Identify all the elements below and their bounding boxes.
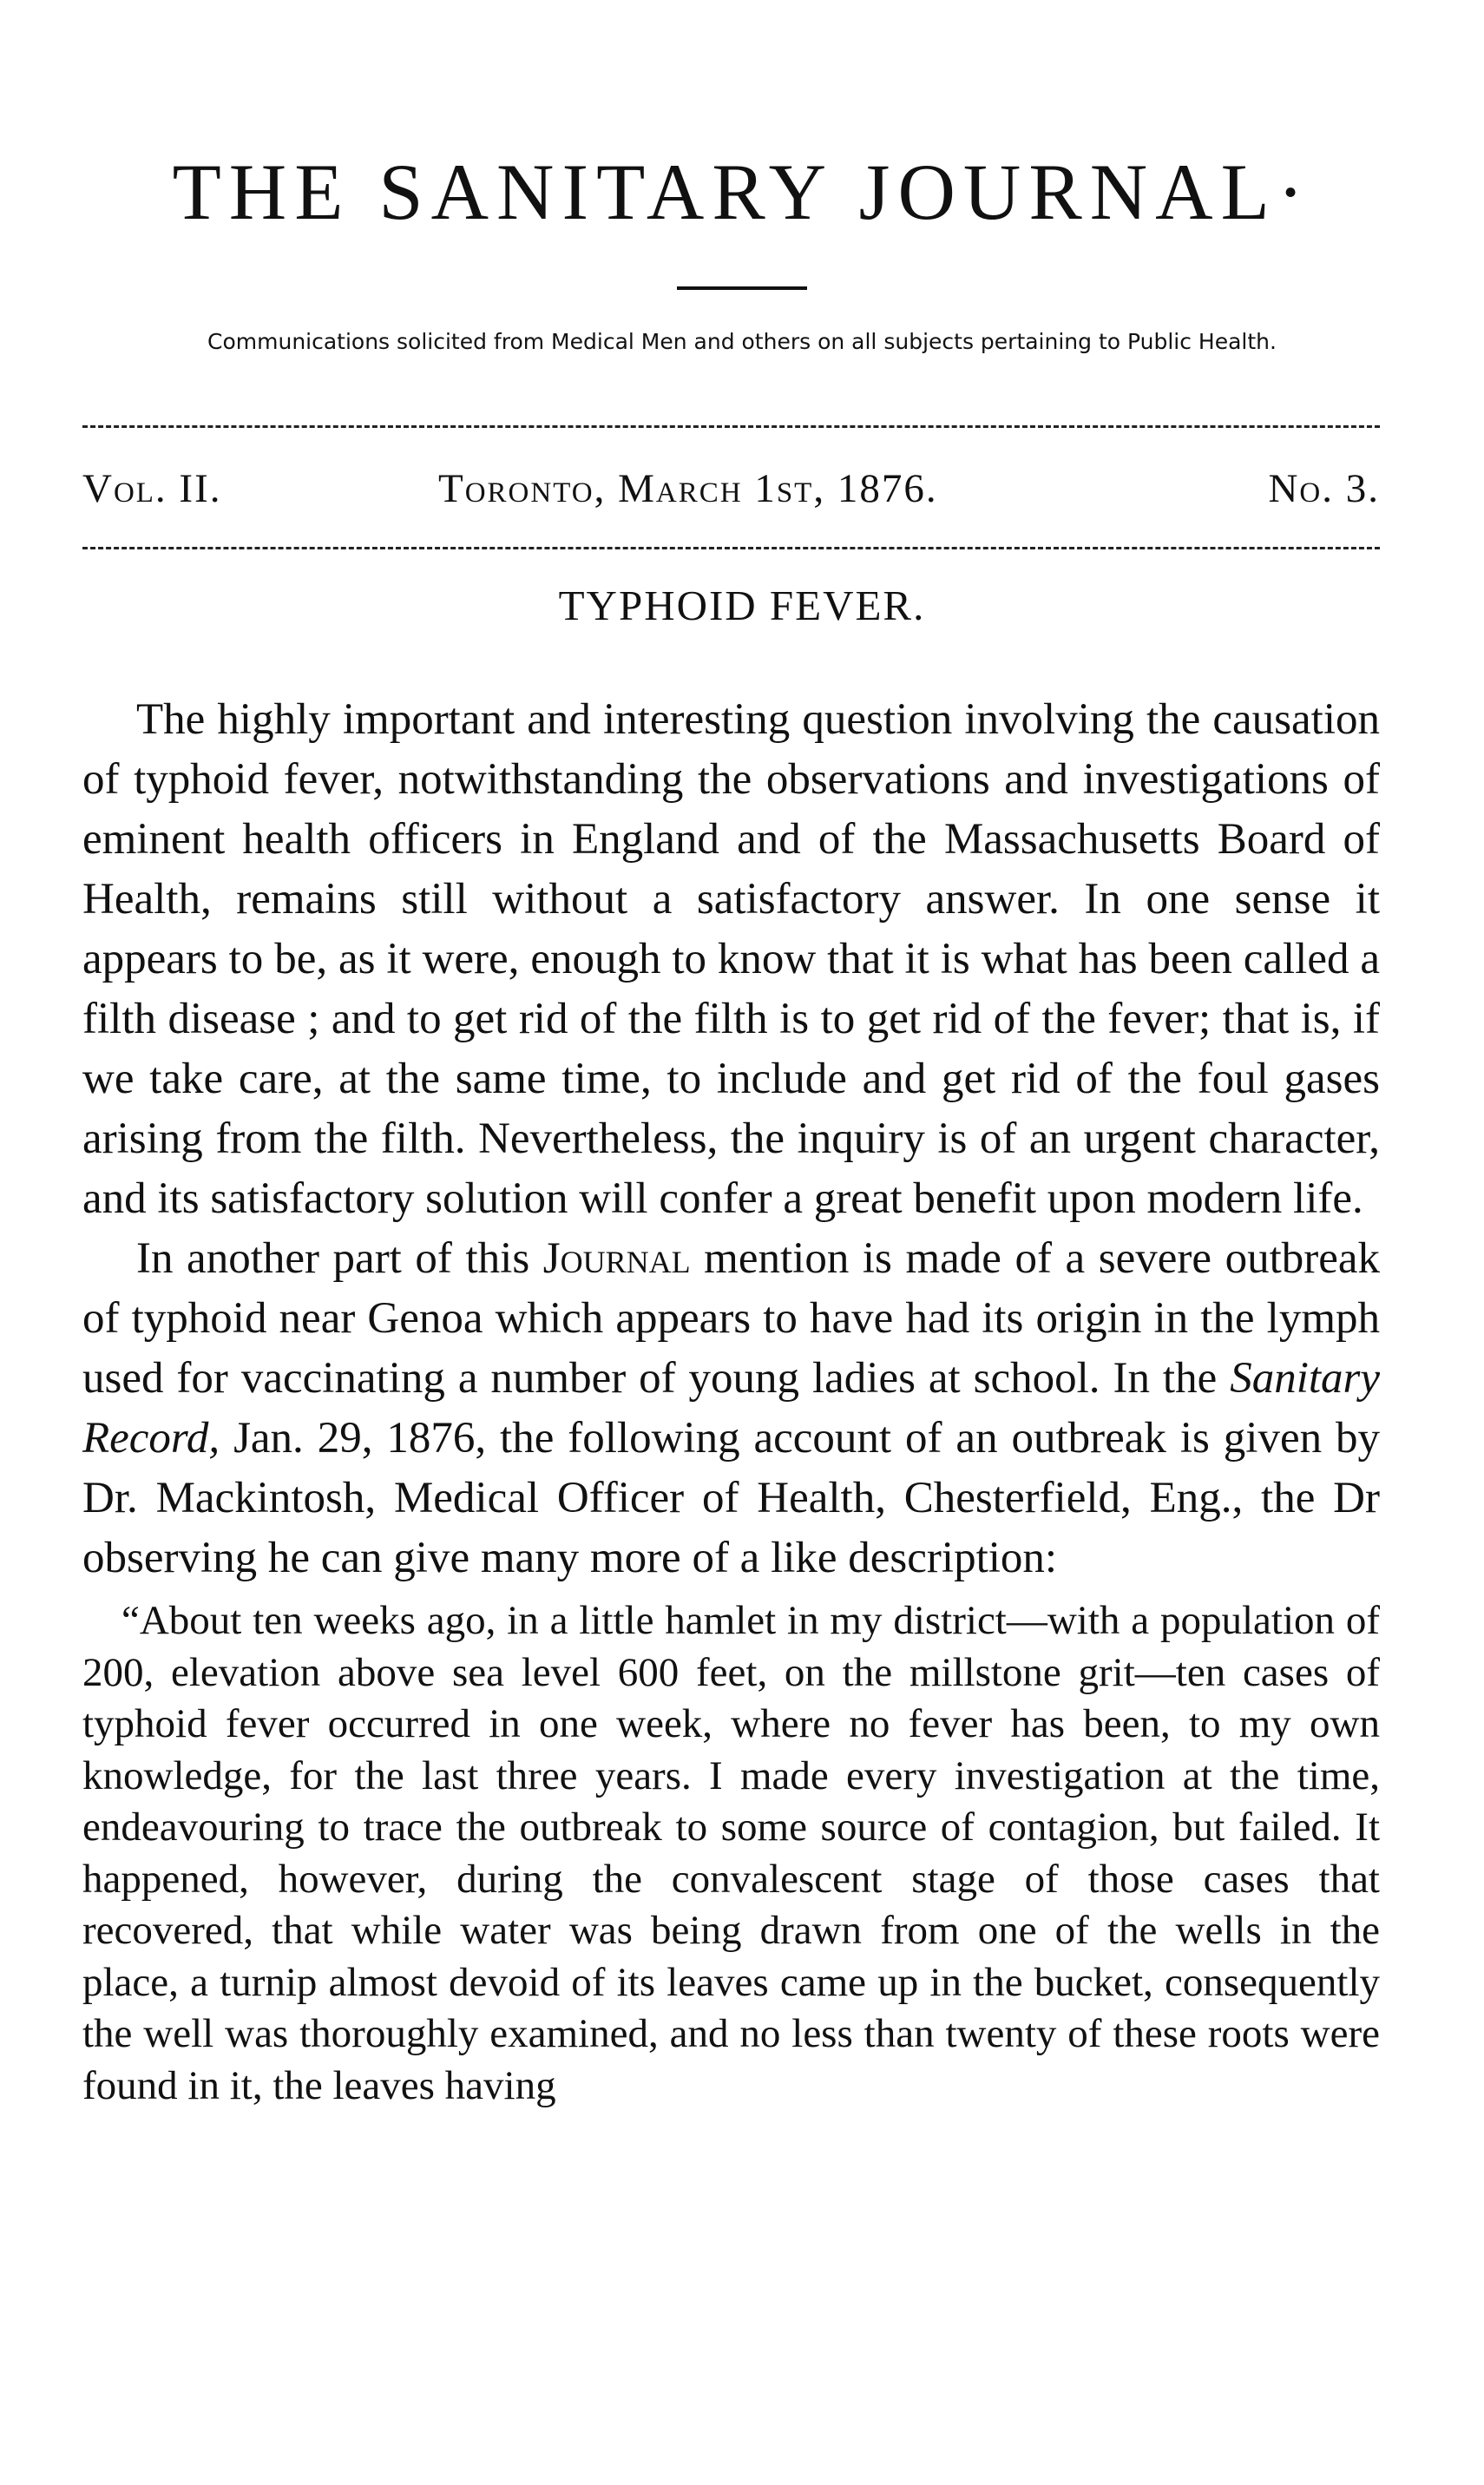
volume-label: Vol. II.	[82, 466, 222, 511]
paragraph-2-text-b: mention is made of a severe outbreak of typhoid near Genoa which appears to have had its origin in the lymph used for vaccinating a number of young ladies at school. In the	[82, 1234, 1381, 1403]
communications-notice: Communications solicited from Medical Men and others on all subjects pertaining to Public Health.	[207, 329, 1277, 354]
article-body	[82, 690, 1380, 2112]
journal-title: THE SANITARY JOURNAL·	[172, 148, 1312, 236]
paragraph-2-text-a: In another part of this	[136, 1234, 530, 1283]
title-rule	[677, 286, 807, 290]
paragraph-2	[82, 1229, 1380, 1588]
dashed-rule-top	[82, 425, 1380, 428]
quoted-account: “About ten weeks ago, in a little hamlet in my district—with a population of 200, elevation above sea level 600 feet, on the millstone grit—ten cases of typhoid fever occurred in one week, where no fever has been, to my own knowledge, for the last three years. I made every investigation at the time, endeavouring to trace the outbreak to some source of contagion, but failed. It happened, however, during the convalescent stage of those cases that recovered, that while water was being drawn from one of the wells in the place, a turnip almost devoid of its leaves came up in the bucket, consequently the well was thoroughly examined, and no less than twenty of these roots were found in it, the leaves having	[82, 1598, 1380, 2108]
sanitary-record-reference: Sanitary Record,	[82, 1354, 1381, 1463]
issue-dateline: Toronto, March 1st, 1876.	[438, 466, 938, 511]
dashed-rule-bottom	[82, 547, 1380, 549]
issue-number: No. 3.	[1268, 466, 1380, 511]
journal-reference: Journal	[542, 1234, 691, 1283]
paragraph-1: The highly important and interesting question involving the causation of typhoid fever, notwithstanding the observations and investigations of eminent health officers in England and of the Massachusetts Board of Health, remains still without a satisfactory answer. In one sense it appears to be, as it were, enough to know that it is what has been called a filth disease ; and to get rid of the filth is to get rid of the fever; that is, if we take care, at the same time, to include and get rid of the foul gases arising from the filth. Nevertheless, the inquiry is of an urgent character, and its satisfactory solution will confer a great benefit upon modern life.	[82, 695, 1380, 1223]
article-title: TYPHOID FEVER.	[558, 582, 926, 629]
paragraph-2-text-c: Jan. 29, 1876, the following account of an outbreak is given by Dr. Mackintosh, Medical Officer of Health, Chesterfield, Eng., the Dr observing he can give many more of a like description:	[82, 1414, 1380, 1582]
issue-line	[82, 458, 1380, 519]
